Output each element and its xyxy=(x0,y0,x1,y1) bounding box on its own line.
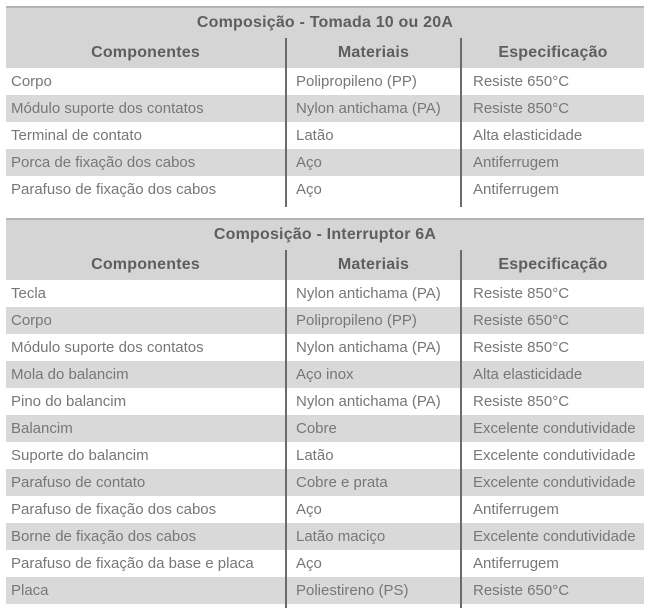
cell-componente: Borne de fixação dos cabos xyxy=(11,528,197,545)
cell-material: Latão xyxy=(285,122,460,149)
cell-componente: Terminal de contato xyxy=(11,127,142,144)
divider-tail-cell xyxy=(460,604,644,608)
table-row xyxy=(6,95,644,122)
cell-especificacao: Resiste 850°C xyxy=(460,95,644,122)
cell-especificacao: Resiste 650°C xyxy=(460,577,644,604)
table-row xyxy=(6,68,644,95)
table-row xyxy=(6,334,644,361)
cell-componente: Corpo xyxy=(11,312,52,329)
cell-especificacao: Excelente condutividade xyxy=(460,415,644,442)
table-body xyxy=(6,280,644,604)
table-row xyxy=(6,577,644,604)
cell-especificacao: Excelente condutividade xyxy=(460,469,644,496)
cell-componente: Módulo suporte dos contatos xyxy=(11,339,204,356)
column-header-materiais: Materiais xyxy=(285,38,460,68)
table-row xyxy=(6,280,644,307)
cell-especificacao: Resiste 850°C xyxy=(460,388,644,415)
cell-material: Polipropileno (PP) xyxy=(285,68,460,95)
table-tomada-10-20a xyxy=(6,6,644,207)
cell-material: Polipropileno (PP) xyxy=(285,307,460,334)
cell-material: Cobre e prata xyxy=(285,469,460,496)
divider-tail-cell xyxy=(460,203,644,207)
cell-material: Nylon antichama (PA) xyxy=(285,95,460,122)
table-row xyxy=(6,149,644,176)
cell-material: Aço xyxy=(285,149,460,176)
cell-especificacao: Excelente condutividade xyxy=(460,442,644,469)
cell-componente: Porca de fixação dos cabos xyxy=(11,154,196,171)
cell-componente: Tecla xyxy=(11,285,47,302)
table-row xyxy=(6,361,644,388)
column-header-componentes: Componentes xyxy=(91,256,200,273)
cell-especificacao: Resiste 850°C xyxy=(460,280,644,307)
table-row xyxy=(6,388,644,415)
cell-componente: Parafuso de fixação da base e placa xyxy=(11,555,254,572)
cell-material: Nylon antichama (PA) xyxy=(285,280,460,307)
table-row xyxy=(6,523,644,550)
cell-material: Aço xyxy=(285,496,460,523)
table-row xyxy=(6,307,644,334)
cell-especificacao: Antiferrugem xyxy=(460,176,644,203)
column-header-componentes: Componentes xyxy=(91,44,200,61)
cell-material: Latão xyxy=(285,442,460,469)
cell-especificacao: Resiste 650°C xyxy=(460,68,644,95)
table-header-row xyxy=(6,250,644,280)
table-title: Composição - Interruptor 6A xyxy=(6,218,644,250)
table-title: Composição - Tomada 10 ou 20A xyxy=(6,6,644,38)
cell-material: Nylon antichama (PA) xyxy=(285,388,460,415)
table-row xyxy=(6,469,644,496)
cell-material: Aço xyxy=(285,176,460,203)
cell-material: Poliestireno (PS) xyxy=(285,577,460,604)
cell-componente: Parafuso de fixação dos cabos xyxy=(11,501,217,518)
table-row xyxy=(6,550,644,577)
cell-componente: Parafuso de contato xyxy=(11,474,146,491)
divider-tail-cell xyxy=(285,203,460,207)
cell-material: Aço inox xyxy=(285,361,460,388)
table-row xyxy=(6,442,644,469)
cell-material: Cobre xyxy=(285,415,460,442)
cell-especificacao: Resiste 850°C xyxy=(460,334,644,361)
cell-material: Latão maciço xyxy=(285,523,460,550)
cell-especificacao: Antiferrugem xyxy=(460,550,644,577)
cell-componente: Parafuso de fixação dos cabos xyxy=(11,181,217,198)
cell-especificacao: Alta elasticidade xyxy=(460,122,644,149)
cell-especificacao: Excelente condutividade xyxy=(460,523,644,550)
divider-tail xyxy=(6,203,644,207)
cell-componente: Placa xyxy=(11,582,49,599)
table-row xyxy=(6,122,644,149)
cell-especificacao: Antiferrugem xyxy=(460,496,644,523)
table-body xyxy=(6,68,644,203)
divider-tail-cell xyxy=(285,604,460,608)
divider-tail xyxy=(6,604,644,608)
table-row xyxy=(6,415,644,442)
cell-especificacao: Resiste 650°C xyxy=(460,307,644,334)
table-interruptor-6a xyxy=(6,218,644,608)
table-row xyxy=(6,176,644,203)
table-row xyxy=(6,496,644,523)
cell-componente: Pino do balancim xyxy=(11,393,127,410)
column-header-especificacao: Especificação xyxy=(460,38,644,68)
cell-material: Aço xyxy=(285,550,460,577)
cell-material: Nylon antichama (PA) xyxy=(285,334,460,361)
cell-componente: Corpo xyxy=(11,73,52,90)
cell-especificacao: Antiferrugem xyxy=(460,149,644,176)
cell-componente: Balancim xyxy=(11,420,73,437)
cell-componente: Suporte do balancim xyxy=(11,447,149,464)
divider-tail-cell xyxy=(6,203,285,207)
cell-componente: Módulo suporte dos contatos xyxy=(11,100,204,117)
divider-tail-cell xyxy=(6,604,285,608)
column-header-especificacao: Especificação xyxy=(460,250,644,280)
cell-especificacao: Alta elasticidade xyxy=(460,361,644,388)
column-header-materiais: Materiais xyxy=(285,250,460,280)
cell-componente: Mola do balancim xyxy=(11,366,129,383)
table-header-row xyxy=(6,38,644,68)
